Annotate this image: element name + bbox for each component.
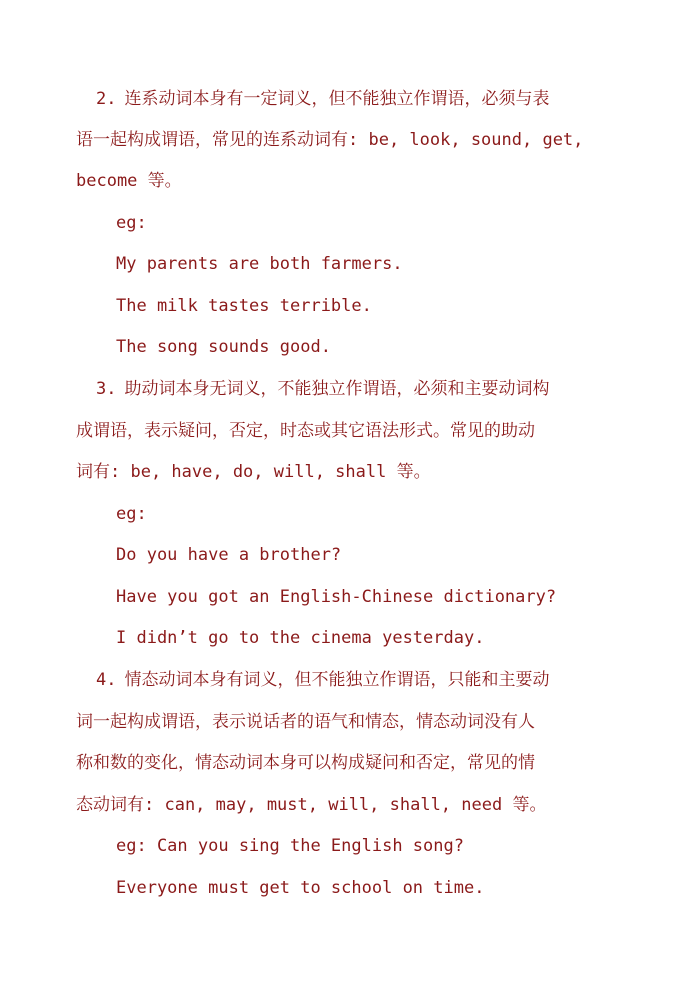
section-4-number: 4. [96, 670, 117, 690]
section-4-line-3: 称和数的变化，情态动词本身可以构成疑问和否定，常见的情 [76, 753, 535, 773]
section-2-example-2: The milk tastes terrible. [116, 296, 372, 316]
section-4-example-1: eg: Can you sing the English song? [116, 836, 464, 856]
section-2-eg-label: eg: [116, 213, 147, 233]
section-3-number: 3. [96, 379, 117, 399]
section-2-example-3: The song sounds good. [116, 337, 331, 357]
section-2-line-3: become 等。 [76, 171, 182, 191]
section-2-text-1: 连系动词本身有一定词义，但不能独立作谓语，必须与表 [124, 89, 550, 109]
section-3-line-1 [96, 377, 549, 401]
section-4-text-1: 情态动词本身有词义，但不能独立作谓语，只能和主要动 [124, 670, 550, 690]
section-2-number: 2. [96, 89, 117, 109]
section-3-line-2: 成谓语，表示疑问，否定，时态或其它语法形式。常见的助动 [76, 421, 535, 441]
section-4-line-2: 词一起构成谓语，表示说话者的语气和情态，情态动词没有人 [76, 712, 535, 732]
section-3-eg-label: eg: [116, 504, 147, 524]
section-2-line-2: 语一起构成谓语，常见的连系动词有: be, look, sound, get, [76, 130, 584, 150]
section-3-example-3: I didn’t go to the cinema yesterday. [116, 628, 485, 648]
section-4-line-4: 态动词有: can, may, must, will, shall, need 等。 [76, 795, 547, 815]
section-3-line-3: 词有: be, have, do, will, shall 等。 [76, 462, 431, 482]
section-4-example-2: Everyone must get to school on time. [116, 878, 485, 898]
section-4-line-1 [96, 668, 549, 692]
section-3-example-2: Have you got an English-Chinese dictionary? [116, 587, 557, 607]
section-3-example-1: Do you have a brother? [116, 545, 342, 565]
section-3-text-1: 助动词本身无词义，不能独立作谓语，必须和主要动词构 [124, 379, 550, 399]
section-2-line-1 [96, 87, 549, 111]
section-2-example-1: My parents are both farmers. [116, 254, 403, 274]
